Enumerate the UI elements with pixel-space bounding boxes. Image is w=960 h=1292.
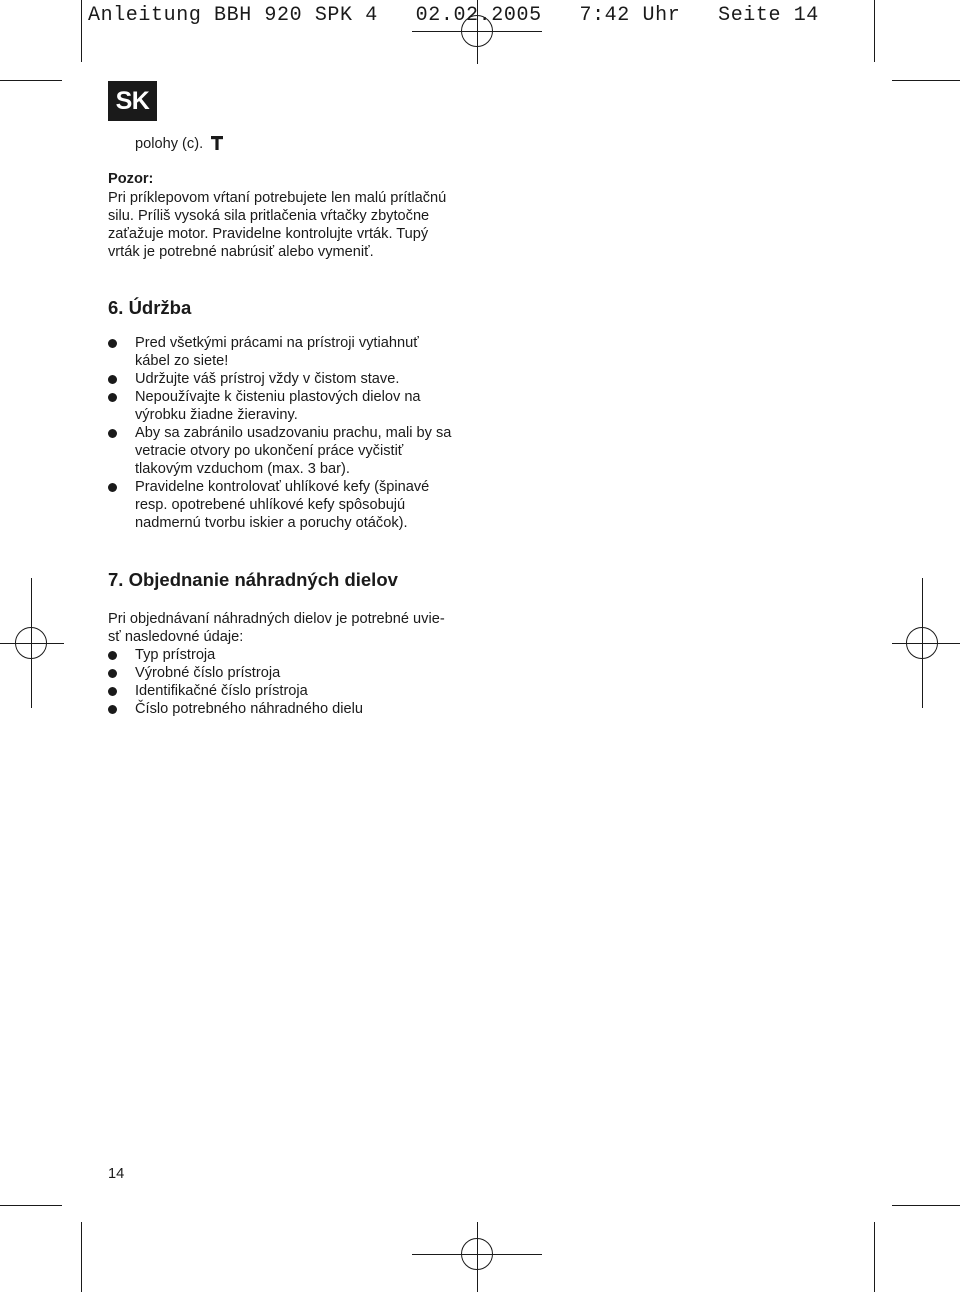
bullet-icon [108,705,117,714]
list-item-line: kábel zo siete! [135,353,229,369]
caution-line: vrták je potrebné nabrúsiť alebo vymeniť. [108,244,374,260]
bullet-icon [108,483,117,492]
caution-line: zaťažuje motor. Pravidelne kontrolujte vrták. Tupý [108,226,429,242]
reg-mark-right-circle [906,627,938,659]
list-item-line: Výrobné číslo prístroja [135,665,281,681]
bullet-icon [108,687,117,696]
list-item-line: Typ prístroja [135,647,216,663]
list-item-line: Aby sa zabránilo usadzovaniu prachu, mali by sa [135,425,452,441]
list-item-line: Udržujte váš prístroj vždy v čistom stave. [135,371,400,387]
list-item-line: Nepoužívajte k čisteniu plastových dielov na [135,389,421,405]
caution-line: silu. Príliš vysoká sila pritlačenia vŕtačky zbytočne [108,208,430,224]
list-item-line: Číslo potrebného náhradného dielu [135,701,363,717]
bullet-icon [108,339,117,348]
list-item-line: Pred všetkými prácami na prístroji vytiahnuť [135,335,419,351]
section-7-heading: 7. Objednanie náhradných dielov [108,569,398,590]
list-item-line: tlakovým vzduchom (max. 3 bar). [135,461,350,477]
crop-mark-top-right-v [874,0,875,62]
list-item-line: výrobku žiadne žieraviny. [135,407,298,423]
list-item-line: vetracie otvory po ukončení práce vyčistiť [135,443,404,459]
bullet-icon [108,429,117,438]
crop-mark-bottom-left-v [81,1222,82,1292]
hammer-icon [211,136,223,150]
language-badge: SK [108,81,157,121]
reg-mark-left-circle [15,627,47,659]
caution-line: Pri príklepovom vŕtaní potrebujete len malú prítlačnú [108,190,447,206]
bullet-icon [108,669,117,678]
list-item-line: nadmernú tvorbu iskier a poruchy otáčok). [135,515,408,531]
crop-mark-bottom-right-v [874,1222,875,1292]
reg-mark-bottom-circle [461,1238,493,1270]
crop-mark-top-left-h [0,80,62,81]
section-7-intro-line: sť nasledovné údaje: [108,629,244,645]
list-item-line: Identifikačné číslo prístroja [135,683,308,699]
crop-mark-top-left-v [81,0,82,62]
bullet-icon [108,651,117,660]
print-slug: Anleitung BBH 920 SPK 4 02.02.2005 7:42 Uhr Seite 14 [88,4,819,27]
section-6-heading: 6. Údržba [108,297,192,318]
page-number: 14 [108,1166,125,1182]
section-7-intro-line: Pri objednávaní náhradných dielov je potrebné uvie- [108,611,445,627]
caution-title: Pozor: [108,171,154,187]
crop-mark-top-right-h [892,80,960,81]
list-item-line: resp. opotrebené uhlíkové kefy spôsobujú [135,497,406,513]
bullet-icon [108,393,117,402]
list-item-line: Pravidelne kontrolovať uhlíkové kefy (špinavé [135,479,430,495]
bullet-icon [108,375,117,384]
intro-text: polohy (c). [135,136,204,152]
crop-mark-bottom-right-h [892,1205,960,1206]
crop-mark-bottom-left-h [0,1205,62,1206]
